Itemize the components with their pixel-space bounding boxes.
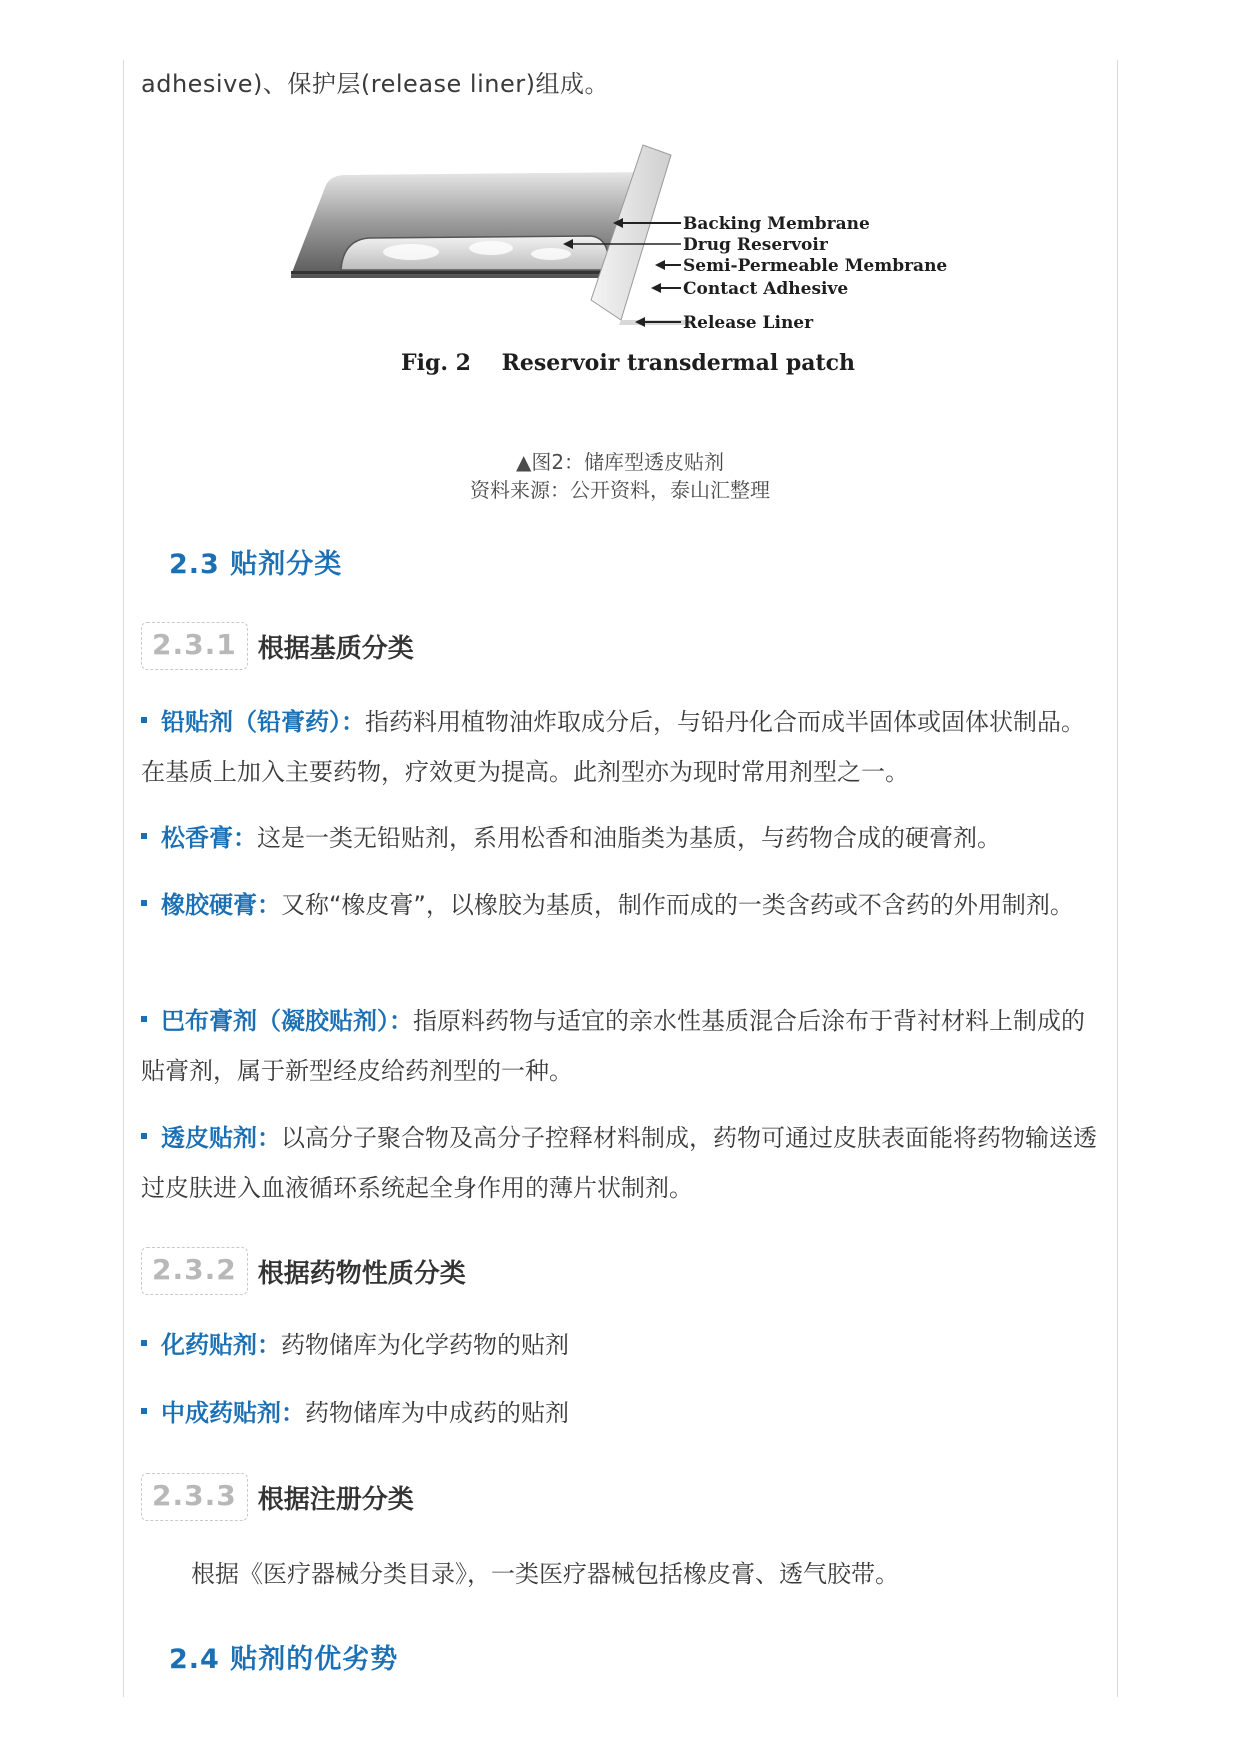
- bullet-marker: [141, 1340, 147, 1346]
- list-item-term: 透皮贴剂：: [161, 1124, 281, 1152]
- bullet-marker: [141, 717, 147, 723]
- registration-paragraph: 根据《医疗器械分类目录》，一类医疗器械包括橡皮膏、透气胶带。: [191, 1560, 899, 1588]
- subsection-heading-2-3-3: [141, 1473, 414, 1521]
- list-item: [141, 813, 1099, 863]
- subsection-number: 2.3.2: [141, 1247, 248, 1295]
- right-border-line: [1117, 60, 1118, 1697]
- patch-diagram: [291, 140, 951, 430]
- bullet-marker: [141, 1016, 147, 1022]
- list-item-term: 化药贴剂：: [161, 1331, 281, 1359]
- list-item: [141, 1388, 1099, 1438]
- semi-permeable-layer: [291, 271, 621, 274]
- subsection-title: 根据注册分类: [257, 1484, 414, 1515]
- list-item: [141, 1320, 1099, 1370]
- bullet-marker: [141, 900, 147, 906]
- label-release-liner: Release Liner: [683, 313, 814, 333]
- patch-diagram-svg: [291, 140, 951, 430]
- subsection-heading-2-3-1: [141, 622, 414, 670]
- list-item-text: 指药料用植物油炸取成分后，与铅丹化合而成半固体或固体状制品。在基质上加入主要药物，疗效更为提高。此剂型亦为现时常用剂型之一。: [141, 708, 1085, 786]
- list-item: [141, 1113, 1099, 1213]
- list-item-term: 松香膏：: [161, 824, 257, 852]
- intro-paragraph: adhesive)、保护层(release liner)组成。: [141, 70, 609, 98]
- list-item-term: 中成药贴剂：: [161, 1399, 305, 1427]
- list-item: [141, 996, 1099, 1096]
- section-heading-2-3: 2.3 贴剂分类: [169, 549, 343, 580]
- subsection-title: 根据药物性质分类: [257, 1258, 466, 1289]
- bullet-marker: [141, 1408, 147, 1414]
- subsection-number: 2.3.1: [141, 622, 248, 670]
- list-item-term: 橡胶硬膏：: [161, 891, 281, 919]
- list-item-text: 药物储库为中成药的贴剂: [305, 1399, 569, 1427]
- label-contact-adhesive: Contact Adhesive: [683, 279, 849, 299]
- list-item-text: 又称“橡皮膏”，以橡胶为基质，制作而成的一类含药或不含药的外用制剂。: [281, 891, 1074, 919]
- subsection-title: 根据基质分类: [257, 633, 414, 664]
- label-drug-reservoir: Drug Reservoir: [683, 235, 828, 255]
- figure-source: 资料来源：公开资料，泰山汇整理: [470, 478, 770, 502]
- figure-caption: ▲图2：储库型透皮贴剂: [515, 450, 725, 474]
- subsection-heading-2-3-2: [141, 1247, 466, 1295]
- bullet-marker: [141, 1133, 147, 1139]
- list-item: [141, 697, 1099, 797]
- label-backing-membrane: Backing Membrane: [683, 214, 870, 234]
- label-semi-permeable-membrane: Semi-Permeable Membrane: [683, 256, 948, 276]
- list-item-term: 铅贴剂（铅膏药）：: [161, 708, 365, 736]
- subsection-number: 2.3.3: [141, 1473, 248, 1521]
- list-item-text: 药物储库为化学药物的贴剂: [281, 1331, 569, 1359]
- list-item-term: 巴布膏剂（凝胶贴剂）：: [161, 1007, 413, 1035]
- figure-title: Fig. 2 Reservoir transdermal patch: [401, 350, 856, 376]
- list-item: [141, 880, 1099, 930]
- contact-adhesive-layer: [291, 275, 621, 278]
- list-item-text: 这是一类无铅贴剂，系用松香和油脂类为基质，与药物合成的硬膏剂。: [257, 824, 1001, 852]
- section-heading-2-4: 2.4 贴剂的优劣势: [169, 1644, 399, 1675]
- list-item-text: 以高分子聚合物及高分子控释材料制成，药物可通过皮肤表面能将药物输送透过皮肤进入血液循环系统起全身作用的薄片状制剂。: [141, 1124, 1097, 1202]
- left-border-line: [123, 60, 124, 1697]
- bullet-marker: [141, 833, 147, 839]
- list-item-text: 指原料药物与适宜的亲水性基质混合后涂布于背衬材料上制成的贴膏剂，属于新型经皮给药剂型的一种。: [141, 1007, 1085, 1085]
